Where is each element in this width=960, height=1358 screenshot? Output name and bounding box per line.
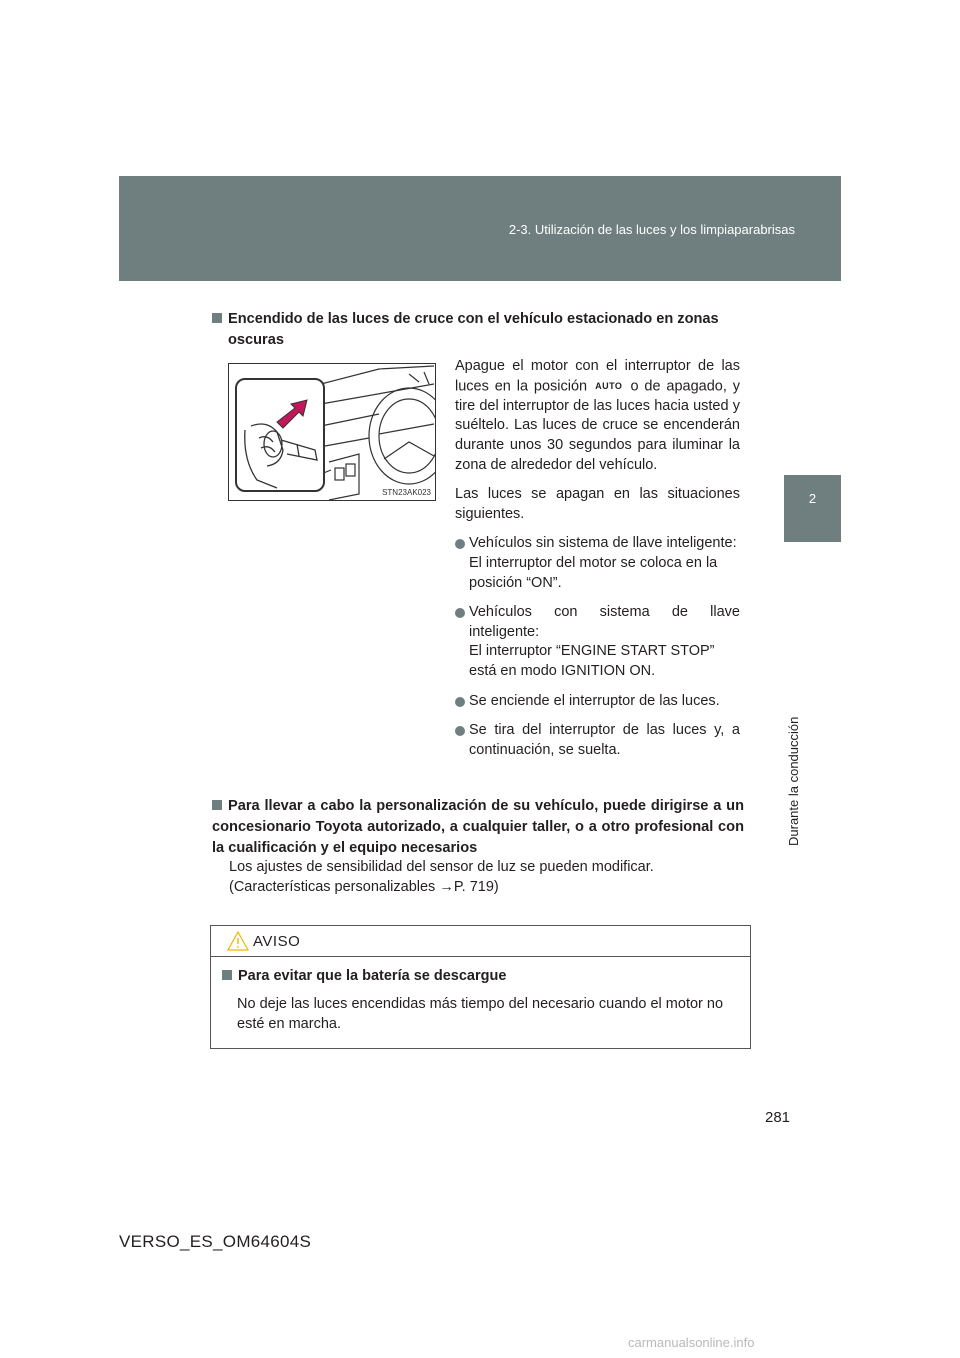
list-item-title: Se tira del interruptor de las luces y, a continuación, se suelta. [469,722,740,758]
warning-title: AVISO [253,933,301,950]
square-bullet-icon [212,800,222,810]
warning-box [210,925,751,1049]
chapter-number: 2 [808,491,817,506]
round-bullet-icon [455,608,465,618]
round-bullet-icon [455,697,465,707]
switch-detail-inset [235,378,325,492]
heading-line-1: Encendido de las luces de cruce con el vehículo estacionado en zonas [228,311,719,327]
list-item [455,692,740,712]
list-item-title: Se enciende el interruptor de las luces. [469,692,720,709]
chapter-vertical-text: Durante la conducción [786,716,801,846]
hand-pulling-lever-icon [237,380,323,490]
round-bullet-icon [455,539,465,549]
heading-text: Para llevar a cabo la personalización de su vehículo, puede dirigirse a un concesionario Toyota autorizado, a cualquier taller, o a otro profesional con la cualificación y el equipo necesarios [212,798,744,856]
customization-line-2: (Características personalizables →P. 719) [229,879,499,895]
auto-symbol-icon: AUTO [595,380,623,391]
list-item [455,603,740,681]
section-heading-parking-lights [212,309,744,351]
warning-text: No deje las luces encendidas más tiempo del necesario cuando el motor no esté en marcha. [237,996,724,1032]
warning-header [211,926,750,957]
watermark: carmanualsonline.info [628,1335,755,1350]
list-item [455,534,740,593]
figure-code: STN23AK023 [382,488,431,497]
list-item-title: Vehículos con sistema de llave inteligente: [469,604,740,640]
document-code: VERSO_ES_OM64604S [119,1232,312,1251]
square-bullet-icon [212,313,222,323]
list-item-detail: El interruptor del motor se coloca en la posición “ON”. [469,554,718,591]
chapter-header-band [119,176,841,281]
warning-subheading-text: Para evitar que la batería se descargue [238,968,507,984]
warning-triangle-icon [227,931,249,951]
instruction-paragraph [455,357,740,475]
square-bullet-icon [222,970,232,980]
round-bullet-icon [455,726,465,736]
list-item-title: Vehículos sin sistema de llave inteligente: [469,535,737,552]
para1-after: o de apagado, y tire del interruptor de las luces hacia usted y suéltelo. Las luces de cruce se encenderán durante unos 30 segundos para iluminar la zona de alrededor del vehículo. [455,378,740,473]
section1-body [455,357,740,770]
list-item [455,721,740,760]
chapter-vertical-label [782,546,812,846]
para1-before: Apague el motor con el interruptor de las luces en la posición [455,358,740,395]
conditions-intro: Las luces se apagan en las situaciones siguientes. [455,486,740,522]
light-switch-illustration [228,363,436,501]
customization-line-1: Los ajustes de sensibilidad del sensor de luz se pueden modificar. [229,859,654,875]
section-heading-customization [212,796,744,859]
heading-line-2: oscuras [228,332,284,348]
customization-paragraph [229,857,749,897]
warning-subheading [222,968,506,984]
list-item-detail: El interruptor “ENGINE START STOP” está en modo IGNITION ON. [469,643,715,679]
chapter-side-tab [784,475,841,542]
chapter-title: 2-3. Utilización de las luces y los limpiaparabrisas [508,222,795,237]
page-number: 281 [765,1109,791,1126]
